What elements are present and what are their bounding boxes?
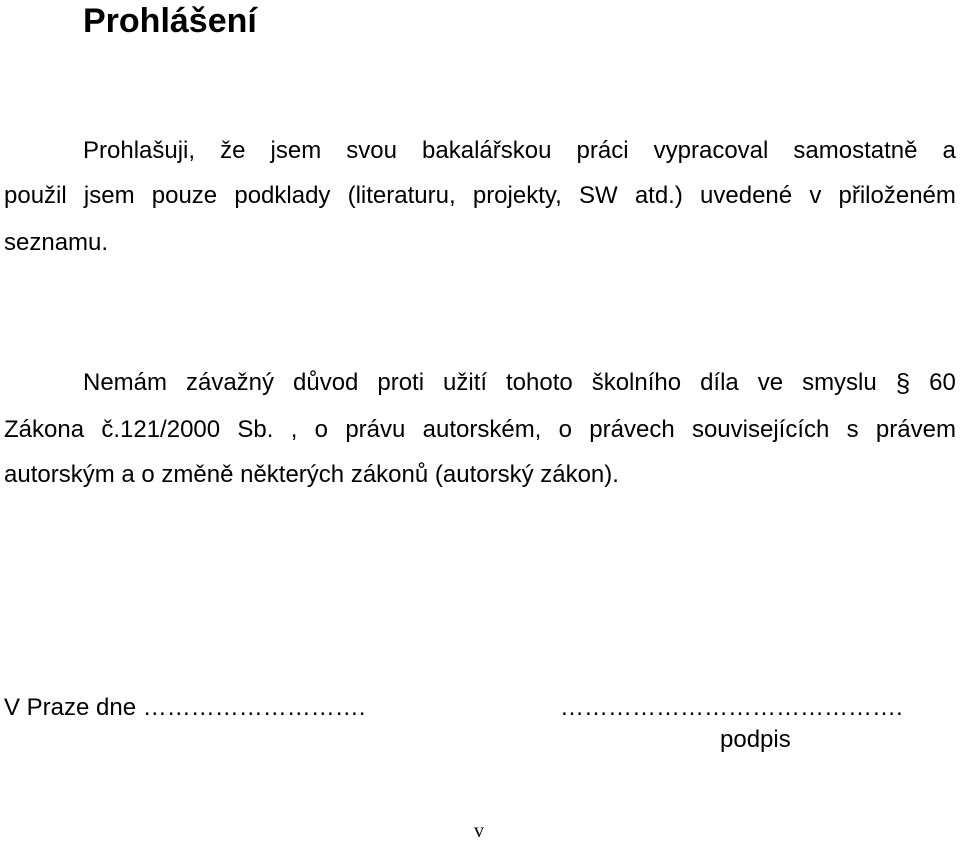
- word: důvod: [293, 369, 359, 396]
- word: ve: [757, 369, 784, 396]
- word: o: [558, 416, 572, 443]
- license-line-3: autorským a o změně některých zákonů (autorský zákon).: [4, 461, 619, 488]
- word: právem: [875, 416, 956, 443]
- word: že: [220, 137, 246, 164]
- page-title: Prohlášení: [83, 2, 257, 40]
- word: podklady: [234, 182, 331, 209]
- word: projekty,: [472, 182, 562, 209]
- declaration-line-3: seznamu.: [4, 229, 109, 256]
- word: ,: [290, 416, 298, 443]
- word: proti: [377, 369, 425, 396]
- word: souvisejících: [691, 416, 830, 443]
- word: samostatně: [793, 137, 918, 164]
- word: vypracoval: [653, 137, 769, 164]
- declaration-line-1: [83, 137, 956, 165]
- word: SW: [578, 182, 618, 209]
- word: tohoto: [506, 369, 573, 396]
- word: autorském,: [422, 416, 542, 443]
- word: jsem: [83, 182, 135, 209]
- word: díla: [700, 369, 739, 396]
- word: atd.): [634, 182, 683, 209]
- word: právech: [589, 416, 675, 443]
- word: právu: [345, 416, 406, 443]
- page-number: v: [474, 820, 484, 842]
- word: použil: [4, 182, 67, 209]
- word: přiloženém: [838, 182, 956, 209]
- word: Sb.: [237, 416, 274, 443]
- word: Zákona: [4, 416, 85, 443]
- word: č.121/2000: [101, 416, 221, 443]
- word: závažný: [185, 369, 275, 396]
- word: pouze: [151, 182, 218, 209]
- word: užití: [443, 369, 488, 396]
- word: 60: [929, 369, 956, 396]
- declaration-line-2: [4, 182, 956, 210]
- word: bakalářskou: [422, 137, 552, 164]
- word: o: [314, 416, 329, 443]
- license-line-2: [4, 416, 956, 444]
- word: a: [942, 137, 956, 164]
- word: jsem: [270, 137, 322, 164]
- word: Prohlašuji,: [83, 137, 196, 164]
- word: svou: [346, 137, 397, 164]
- signature-line: …………………………………….: [560, 694, 903, 721]
- word: Nemám: [83, 369, 168, 396]
- word: v: [809, 182, 822, 209]
- signature-label: podpis: [720, 726, 791, 753]
- word: smyslu: [802, 369, 877, 396]
- word: práci: [576, 137, 629, 164]
- word: s: [846, 416, 859, 443]
- word: uvedené: [700, 182, 793, 209]
- word: školního: [591, 369, 682, 396]
- license-line-1: [83, 369, 956, 397]
- word: (literaturu,: [347, 182, 456, 209]
- date-line: V Praze dne ……………………….: [4, 694, 366, 721]
- section-sign: §: [895, 368, 911, 398]
